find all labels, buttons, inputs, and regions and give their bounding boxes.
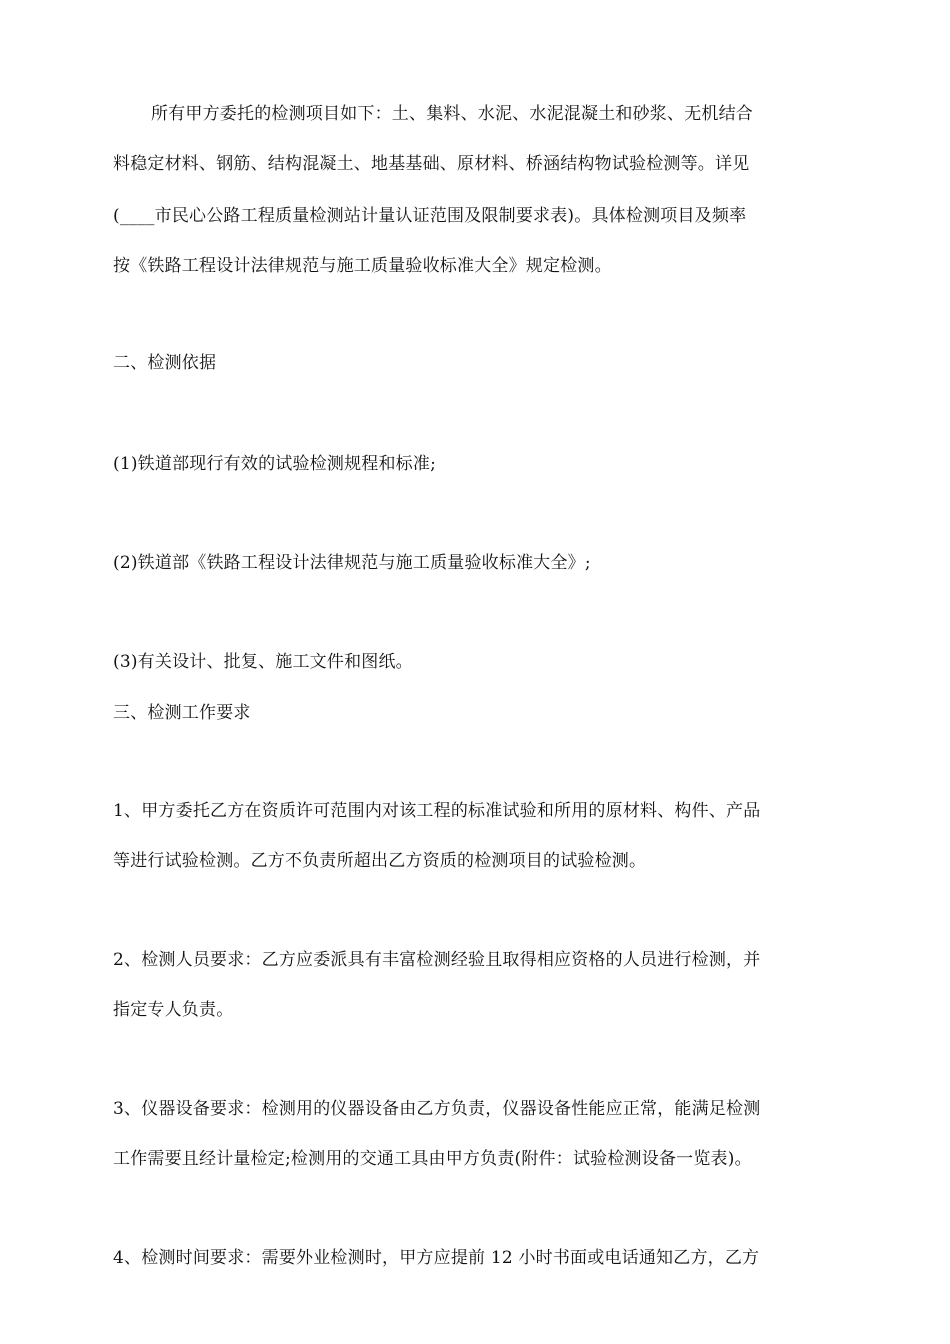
basis-item-1: (1)铁道部现行有效的试验检测规程和标准;: [113, 454, 437, 474]
requirement-2-line: 指定专人负责。: [113, 1000, 234, 1020]
basis-item-2: (2)铁道部《铁路工程设计法律规范与施工质量验收标准大全》;: [113, 553, 591, 573]
section-heading-requirements: 三、检测工作要求: [113, 703, 251, 723]
requirement-1-line: 1、甲方委托乙方在资质许可范围内对该工程的标准试验和所用的原材料、构件、产品: [113, 801, 761, 821]
requirement-3-line: 工作需要且经计量检定;检测用的交通工具由甲方负责(附件：试验检测设备一览表)。: [113, 1149, 752, 1169]
requirement-2-line: 2、检测人员要求：乙方应委派具有丰富检测经验且取得相应资格的人员进行检测，并: [113, 950, 761, 970]
paragraph-line: 按《铁路工程设计法律规范与施工质量验收标准大全》规定检测。: [113, 256, 612, 276]
section-heading-basis: 二、检测依据: [113, 353, 217, 373]
paragraph-line: 料稳定材料、钢筋、结构混凝土、地基基础、原材料、桥涵结构物试验检测等。详见: [113, 154, 750, 174]
requirement-1-line: 等进行试验检测。乙方不负责所超出乙方资质的检测项目的试验检测。: [113, 851, 647, 871]
paragraph-line: 所有甲方委托的检测项目如下：土、集料、水泥、水泥混凝土和砂浆、无机结合: [151, 104, 753, 124]
paragraph-line: (____市民心公路工程质量检测站计量认证范围及限制要求表)。具体检测项目及频率: [113, 206, 747, 226]
basis-item-3: (3)有关设计、批复、施工文件和图纸。: [113, 652, 413, 672]
requirement-4-line: 4、检测时间要求：需要外业检测时，甲方应提前 12 小时书面或电话通知乙方，乙方: [113, 1248, 760, 1268]
requirement-3-line: 3、仪器设备要求：检测用的仪器设备由乙方负责，仪器设备性能应正常，能满足检测: [113, 1099, 761, 1119]
